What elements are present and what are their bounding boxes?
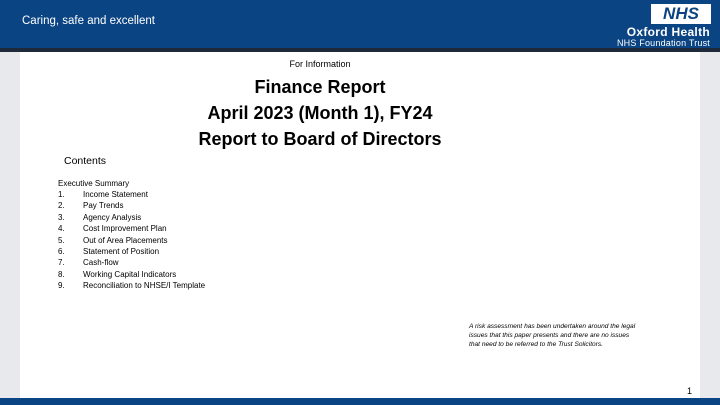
nhs-logo: NHS (651, 4, 711, 24)
report-title: Finance Report (254, 77, 386, 97)
toc-item (58, 190, 278, 201)
toc-label: Cash-flow (83, 258, 119, 268)
organisation-name: Oxford Health (626, 25, 710, 39)
toc-number: 3. (58, 212, 65, 222)
tagline: Caring, safe and excellent (22, 15, 155, 27)
report-audience: Report to Board of Directors (198, 129, 442, 149)
toc-number: 8. (58, 269, 65, 279)
footer-bar (0, 398, 720, 405)
report-period: April 2023 (Month 1), FY24 (207, 103, 433, 123)
toc-item (58, 281, 278, 292)
toc-label: Agency Analysis (83, 212, 142, 222)
toc-label: Working Capital Indicators (83, 269, 177, 279)
risk-assessment-note: A risk assessment has been undertaken around the legal issues that this paper presents and there are no issues that need to be referred to the Trust Solicitors. (469, 323, 636, 348)
toc-number: 4. (58, 224, 65, 234)
for-information-label: For Information (289, 59, 351, 69)
toc-item (58, 236, 278, 247)
table-of-contents (58, 190, 278, 293)
toc-number: 7. (58, 258, 65, 268)
toc-number: 1. (58, 190, 65, 199)
toc-label: Income Statement (83, 190, 148, 199)
toc-label: Statement of Position (83, 246, 160, 256)
toc-label: Reconciliation to NHSE/I Template (83, 281, 206, 291)
executive-summary-item: Executive Summary (58, 179, 130, 188)
page-number: 1 (686, 386, 692, 396)
header-divider (0, 48, 720, 52)
right-margin-panel (700, 52, 720, 398)
toc-label: Pay Trends (83, 201, 124, 211)
contents-heading: Contents (64, 155, 107, 167)
toc-item (58, 224, 278, 235)
toc-item (58, 201, 278, 212)
toc-item (58, 258, 278, 269)
toc-number: 2. (58, 201, 65, 211)
toc-number: 6. (58, 246, 65, 256)
toc-label: Out of Area Placements (83, 235, 168, 245)
toc-item (58, 213, 278, 224)
toc-number: 5. (58, 235, 65, 245)
toc-item (58, 247, 278, 258)
organisation-subtitle: NHS Foundation Trust (616, 38, 710, 48)
toc-number: 9. (58, 281, 65, 291)
toc-item (58, 270, 278, 281)
toc-label: Cost Improvement Plan (83, 224, 167, 234)
